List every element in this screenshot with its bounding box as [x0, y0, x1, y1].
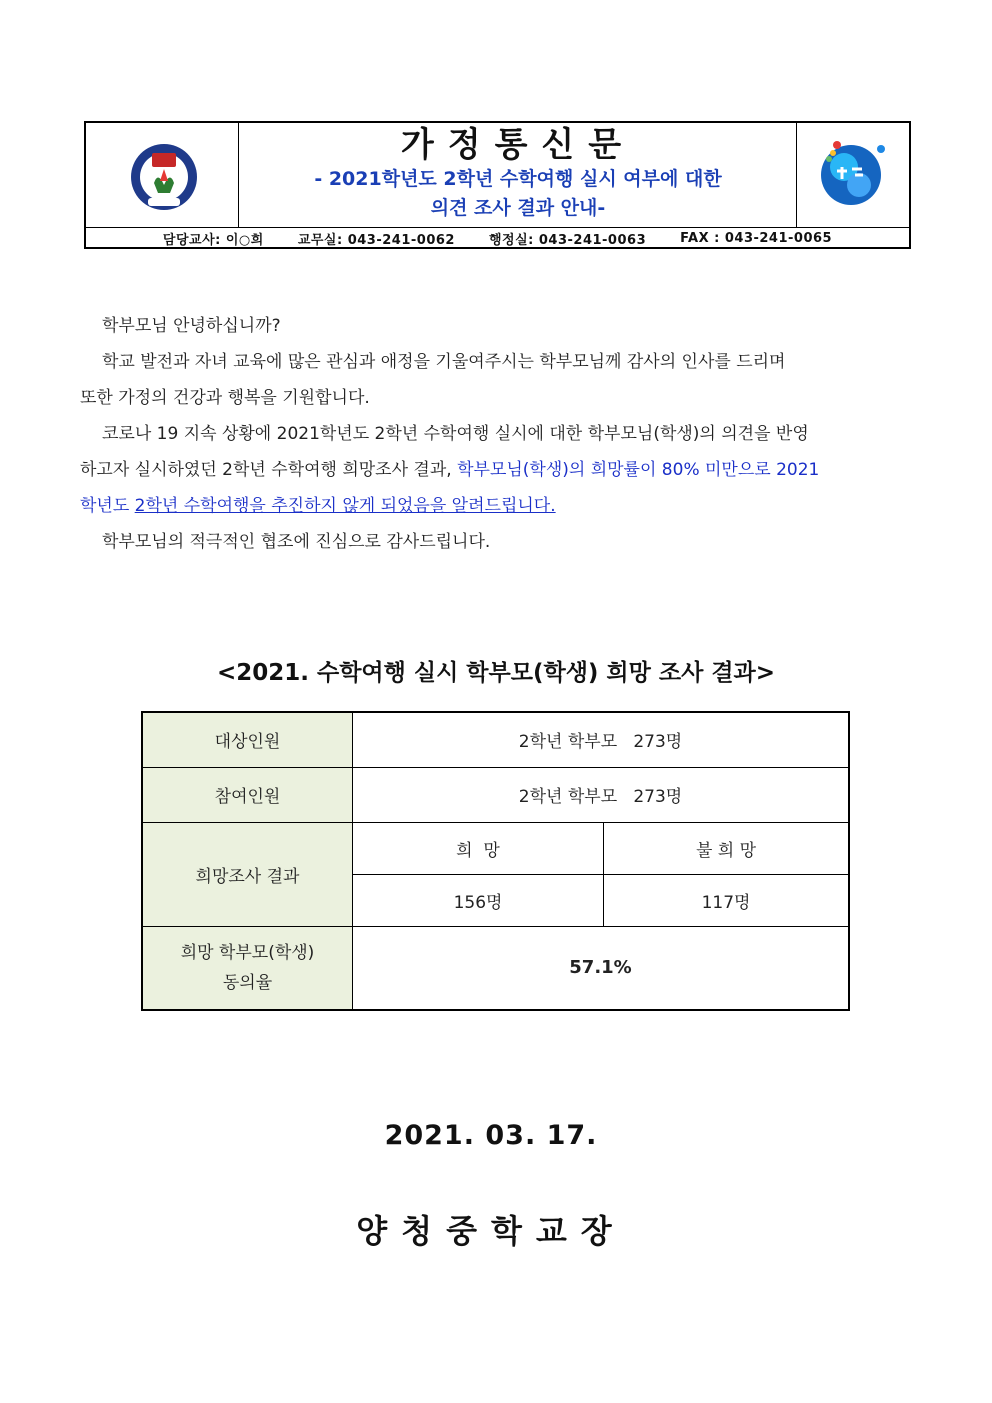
paragraph-thanks-cont: 또한 가정의 건강과 행복을 기원합니다. — [80, 388, 370, 408]
target-count-label: 대상인원 — [142, 712, 353, 767]
closing-thanks: 학부모님의 적극적인 협조에 진심으로 감사드립니다. — [102, 532, 491, 552]
integrity-logo-cell — [796, 123, 909, 227]
no-hope-header: 불 희 망 — [604, 822, 850, 874]
newsletter-header — [84, 121, 911, 249]
decision-notice: 2학년 수학여행을 추진하지 않게 되었음을 알려드립니다. — [134, 496, 556, 516]
newsletter-subtitle-line2: 의견 조사 결과 안내- — [430, 197, 606, 219]
agreement-rate-value: 57.1% — [353, 926, 850, 1010]
hope-count: 156명 — [353, 874, 604, 926]
contact-info-bar — [86, 227, 909, 248]
agreement-rate-label — [142, 926, 353, 1010]
issue-date: 2021. 03. 17. — [384, 1120, 598, 1151]
greeting: 학부모님 안녕하십니까? — [102, 316, 281, 336]
table-row — [142, 712, 849, 767]
agreement-rate-label-line1: 희망 학부모(학생) — [180, 942, 315, 963]
survey-table-title: <2021. 수학여행 실시 학부모(학생) 희망 조사 결과> — [216, 660, 776, 686]
admin-office-phone: 행정실: 043-241-0063 — [488, 232, 647, 248]
fax-number: FAX : 043-241-0065 — [680, 230, 833, 246]
newsletter-title: 가정통신문 — [400, 125, 636, 165]
table-row — [142, 822, 849, 874]
school-emblem-icon — [86, 123, 238, 227]
hope-header: 희 망 — [353, 822, 604, 874]
hope-rate-notice: 학부모님(학생)의 희망률이 80% 미만으로 2021 — [457, 460, 820, 480]
school-logo-cell — [86, 123, 239, 227]
table-row — [142, 767, 849, 822]
no-hope-count: 117명 — [604, 874, 850, 926]
teacher-in-charge: 담당교사: 이○희 — [162, 232, 264, 248]
paragraph-decision — [80, 488, 912, 524]
paragraph-thanks: 학교 발전과 자녀 교육에 많은 관심과 애정을 기울여주시는 학부모님께 감사의 인사를 드리며 — [102, 352, 786, 372]
letter-body — [80, 308, 912, 560]
academic-office-phone: 교무실: 043-241-0062 — [297, 232, 455, 248]
agreement-rate-label-line2: 동의율 — [222, 972, 273, 993]
survey-results-table — [141, 711, 850, 1011]
paragraph-covid: 코로나 19 지속 상황에 2021학년도 2학년 수학여행 실시에 대한 학부모님(학생)의 의견을 반영 — [102, 424, 809, 444]
newsletter-subtitle-line1: - 2021학년도 2학년 수학여행 실시 여부에 대한 — [314, 168, 722, 190]
integrity-world-logo-icon — [797, 123, 909, 227]
target-count-value: 2학년 학부모 273명 — [353, 712, 850, 767]
survey-context-text: 하고자 실시하였던 2학년 수학여행 희망조사 결과, — [80, 460, 458, 480]
decision-prefix: 학년도 — [80, 496, 135, 516]
paragraph-covid-cont — [80, 452, 912, 488]
table-row — [142, 926, 849, 1010]
principal-signature: 양청중학교장 — [356, 1212, 626, 1250]
header-title-block — [239, 123, 797, 227]
participant-count-label: 참여인원 — [142, 767, 353, 822]
participant-count-value: 2학년 학부모 273명 — [353, 767, 850, 822]
survey-result-label: 희망조사 결과 — [142, 822, 353, 926]
